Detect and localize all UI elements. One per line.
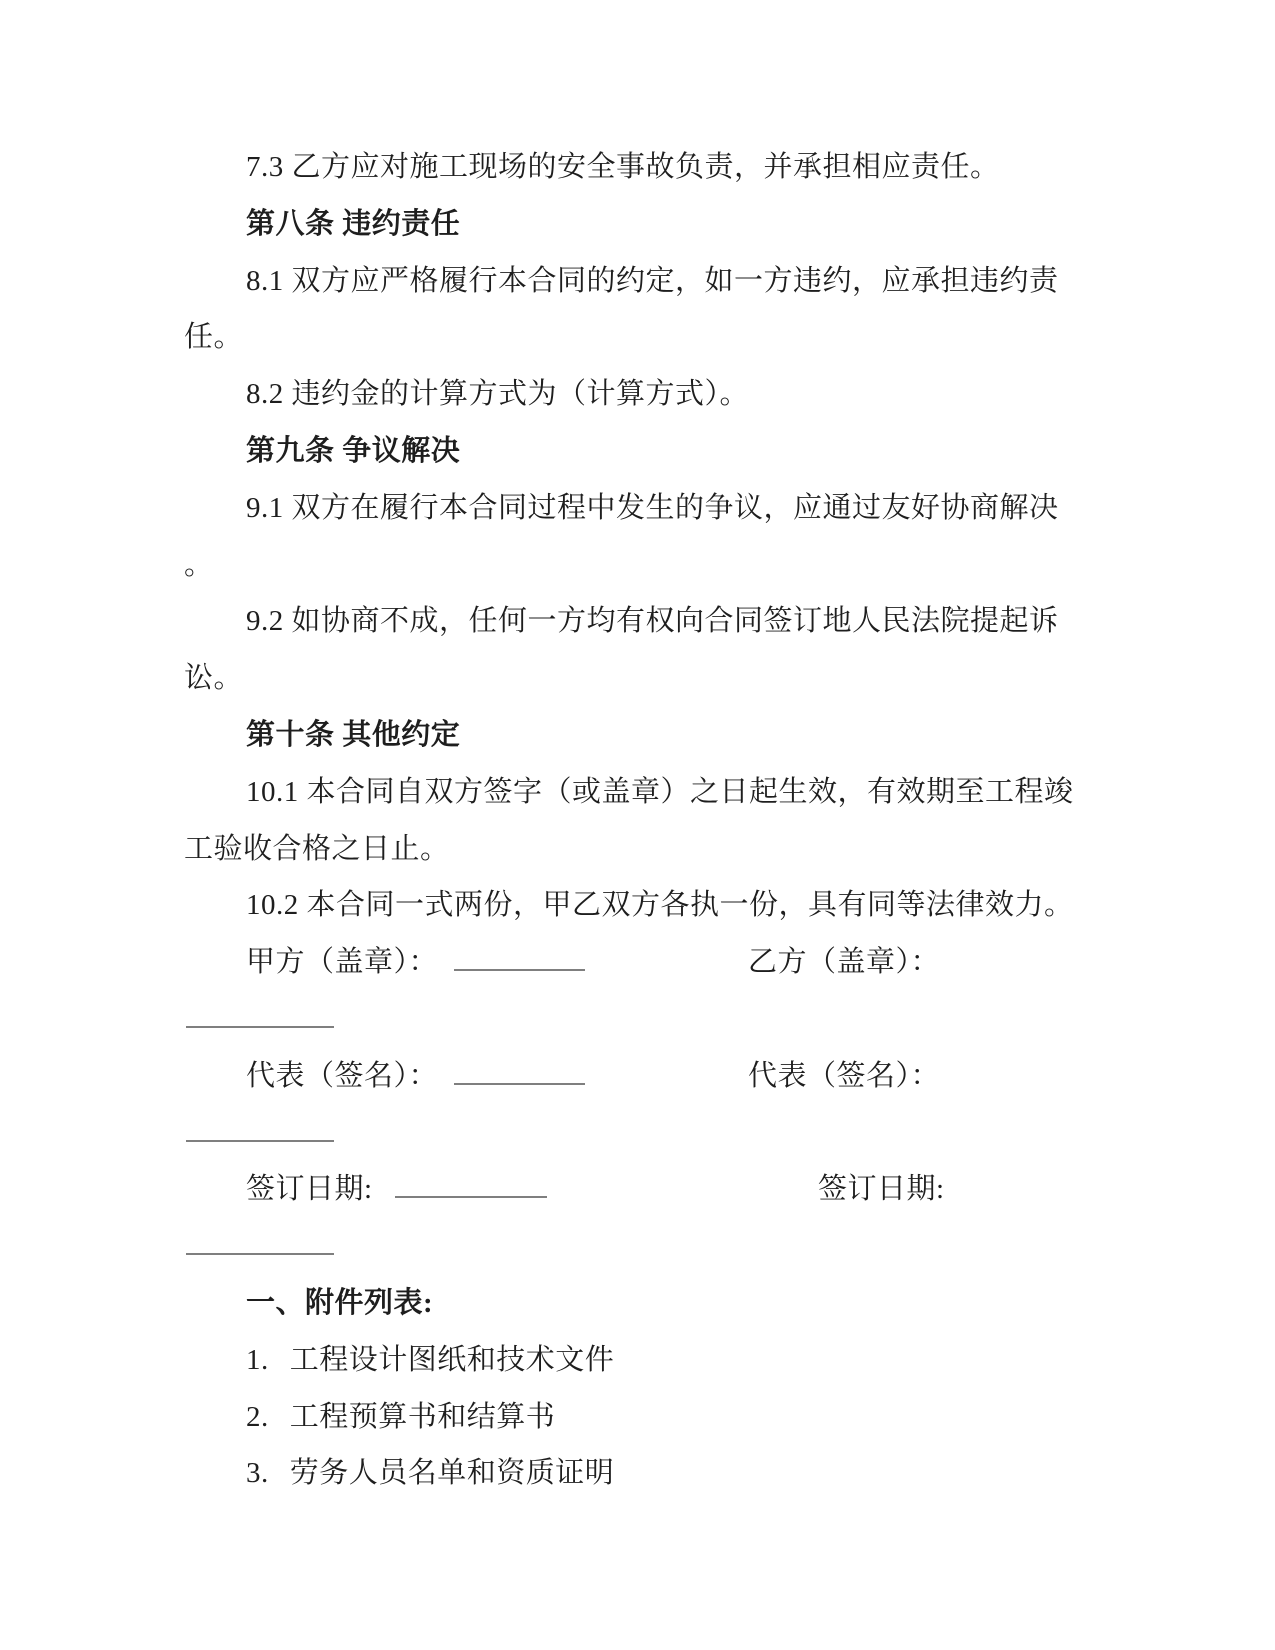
attachment-list-item (184, 1389, 1194, 1446)
attachment-list-item (184, 1332, 1194, 1389)
clause-text: 10.2 本合同一式两份，甲乙双方各执一份，具有同等法律效力。 (246, 889, 1074, 922)
contract-body (184, 139, 1194, 1502)
fill-in-blank (186, 1116, 334, 1142)
list-item-number: 1. (246, 1343, 269, 1376)
clause-text: 9.1 双方在履行本合同过程中发生的争议，应通过友好协商解决 (246, 491, 1059, 524)
section-heading (184, 196, 1194, 253)
fill-in-blank-line (184, 1218, 1194, 1275)
party-b-sign-date-label: 签订日期: (818, 1173, 945, 1206)
section-heading (184, 423, 1194, 480)
contract-clause-line (184, 593, 1194, 650)
party-a-sign-date-label: 签订日期: (246, 1173, 373, 1206)
party-a-representative-sign-label: 代表（签名）： (246, 1059, 439, 1092)
attachment-list-item (184, 1445, 1194, 1502)
list-item-text: 劳务人员名单和资质证明 (289, 1457, 615, 1490)
contract-clause-line (184, 480, 1194, 537)
signature-row-seal (184, 934, 1194, 991)
heading-text: 第九条 争议解决 (246, 434, 461, 467)
party-b-representative-sign-label: 代表（签名）： (748, 1059, 941, 1092)
party-a-seal-label: 甲方（盖章）： (246, 946, 439, 979)
clause-text: 8.1 双方应严格履行本合同的约定，如一方违约，应承担违约责 (246, 264, 1059, 297)
party-b-seal-label: 乙方（盖章）： (748, 946, 941, 979)
clause-text: 9.2 如协商不成，任何一方均有权向合同签订地人民法院提起诉 (246, 605, 1059, 638)
contract-clause-line (184, 139, 1194, 196)
list-item-text: 工程设计图纸和技术文件 (289, 1343, 615, 1376)
contract-clause-line (184, 366, 1194, 423)
heading-text: 第十条 其他约定 (246, 718, 461, 751)
clause-text: 讼。 (184, 662, 244, 695)
clause-text: 任。 (184, 321, 244, 354)
list-item-number: 2. (246, 1400, 269, 1433)
signature-row-date (184, 1161, 1194, 1218)
list-item-number: 3. (246, 1457, 269, 1490)
clause-continuation-line (184, 650, 1194, 707)
clause-text: 8.2 违约金的计算方式为（计算方式）。 (246, 378, 750, 411)
clause-continuation-line (184, 537, 1194, 594)
fill-in-blank (454, 1059, 585, 1085)
clause-text: 。 (184, 548, 214, 581)
contract-clause-line (184, 877, 1194, 934)
clause-continuation-line (184, 821, 1194, 878)
fill-in-blank (395, 1172, 547, 1198)
clause-continuation-line (184, 309, 1194, 366)
fill-in-blank-line (184, 991, 1194, 1048)
clause-text: 7.3 乙方应对施工现场的安全事故负责，并承担相应责任。 (246, 151, 1000, 183)
contract-clause-line (184, 253, 1194, 310)
clause-text: 10.1 本合同自双方签字（或盖章）之日起生效，有效期至工程竣 (246, 775, 1074, 808)
heading-text: 第八条 违约责任 (246, 207, 461, 240)
attachment-list-heading (184, 1275, 1194, 1332)
signature-row-sign (184, 1048, 1194, 1105)
contract-clause-line (184, 764, 1194, 821)
fill-in-blank (454, 945, 585, 971)
clause-text: 工验收合格之日止。 (184, 832, 450, 865)
fill-in-blank (186, 1229, 334, 1255)
list-item-text: 工程预算书和结算书 (289, 1400, 556, 1433)
fill-in-blank-line (184, 1105, 1194, 1162)
fill-in-blank (186, 1002, 334, 1028)
section-heading (184, 707, 1194, 764)
heading-text: 一、附件列表: (246, 1286, 434, 1319)
